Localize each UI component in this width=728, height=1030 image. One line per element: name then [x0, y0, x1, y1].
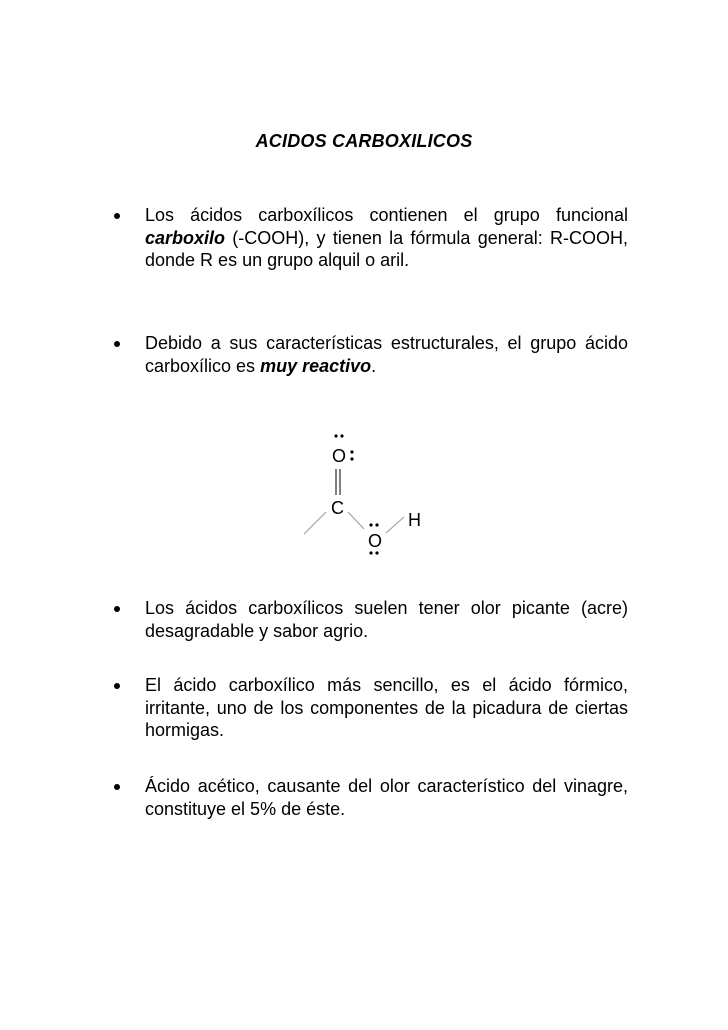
- bullet-item-1: [114, 204, 628, 272]
- bullet-text-part: Los ácidos carboxílicos contienen el grupo funcional: [145, 205, 628, 225]
- bullet-item-4: [114, 674, 628, 742]
- atom-o-top: O: [332, 446, 347, 466]
- bond-line: [304, 512, 326, 534]
- lone-pair-dot: [334, 434, 337, 437]
- bullet-item-3: [114, 597, 628, 642]
- bullet-text-part: .: [371, 355, 377, 376]
- lone-pair-dot: [350, 450, 353, 453]
- bullet-text-part: Los ácidos carboxílicos suelen tener olor picante (acre) desagradable y sabor agrio.: [145, 598, 628, 641]
- bullet-item-2: [114, 332, 628, 377]
- bullet-dot: [114, 784, 120, 790]
- bullet-text: [145, 204, 628, 272]
- bond-line: [386, 517, 404, 533]
- lone-pair-dot: [369, 523, 372, 526]
- lone-pair-dot: [369, 551, 372, 554]
- lone-pair-dot: [340, 434, 343, 437]
- lone-pair-dot: [375, 523, 378, 526]
- emphasis-text: carboxilo: [145, 227, 226, 248]
- bullet-item-5: [114, 775, 628, 820]
- bullet-text: [145, 775, 628, 820]
- title-text: ACIDOS CARBOXILICOS: [255, 131, 473, 151]
- emphasis-text: muy reactivo: [260, 355, 372, 376]
- bullet-text-part: Ácido acético, causante del olor característico del vinagre, constituye el 5% de éste.: [145, 776, 628, 819]
- atom-h: H: [408, 510, 421, 530]
- carboxyl-structure-diagram: [290, 425, 450, 565]
- bullet-dot: [114, 341, 120, 347]
- bullet-text: [145, 597, 628, 642]
- lone-pair-dot: [350, 457, 353, 460]
- bullet-text-part: El ácido carboxílico más sencillo, es el ácido fórmico, irritante, uno de los componentes de la picadura de ciertas hormigas.: [145, 675, 628, 740]
- bullet-dot: [114, 606, 120, 612]
- lone-pair-dot: [375, 551, 378, 554]
- bullet-text-part: Debido a sus características estructurales, el grupo ácido carboxílico es: [145, 333, 628, 376]
- document-title: [0, 131, 728, 152]
- bond-line: [348, 512, 364, 529]
- bullet-dot: [114, 683, 120, 689]
- atom-o-bottom: O: [368, 531, 383, 551]
- bullet-dot: [114, 213, 120, 219]
- bullet-text: [145, 674, 628, 742]
- atom-c: C: [331, 498, 344, 518]
- bullet-text-part: (-COOH), y tienen la fórmula general: R-COOH, donde R es un grupo alquil o aril.: [145, 227, 628, 270]
- bullet-text: [145, 332, 628, 377]
